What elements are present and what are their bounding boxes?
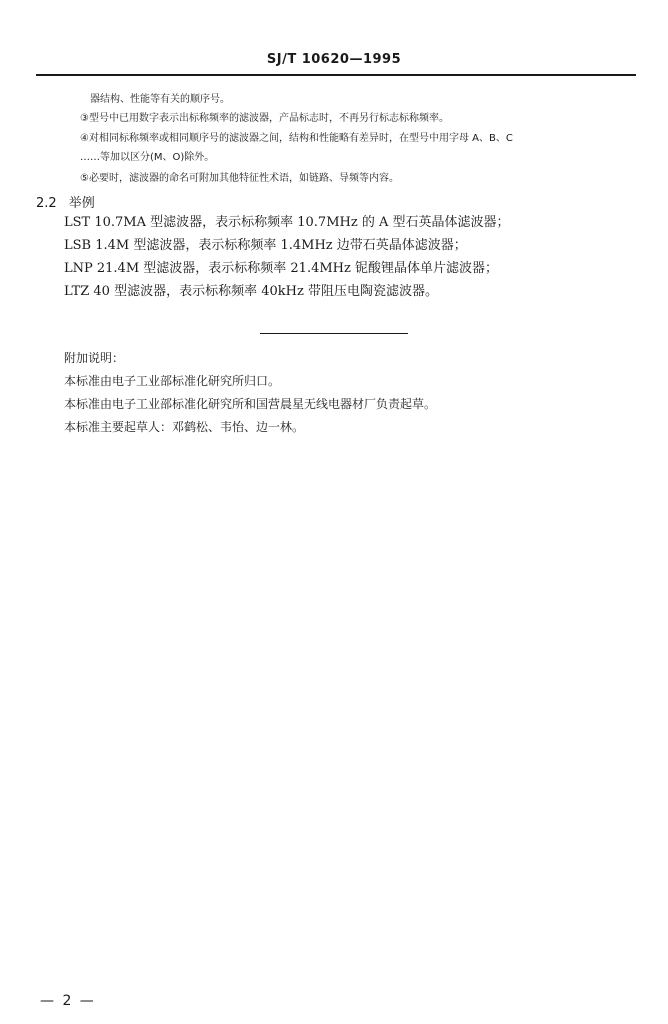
- note-line: ……等加以区分(M、O)除外。: [80, 152, 215, 163]
- additional-notes-title: 附加说明：: [64, 351, 125, 365]
- additional-note-line: 本标准由电子工业部标准化研究所和国营晨星无线电器材厂负责起草。: [64, 397, 437, 411]
- example-line: LTZ 40 型滤波器，表示标称频率 40kHz 带阻压电陶瓷滤波器。: [64, 284, 438, 299]
- additional-note-line: 本标准由电子工业部标准化研究所归口。: [64, 374, 281, 388]
- additional-note-line: 本标准主要起草人：邓鹤松、韦怡、边一林。: [64, 420, 305, 434]
- section-title: 举例: [68, 196, 95, 211]
- section-number: 2.2: [36, 196, 57, 211]
- standard-code: SJ/T 10620—1995: [266, 52, 402, 67]
- example-line: LST 10.7MA 型滤波器，表示标称频率 10.7MHz 的 A 型石英晶体滤波器；: [64, 215, 510, 230]
- note-line: ③型号中已用数字表示出标称频率的滤波器，产品标志时，不再另行标志标称频率。: [80, 113, 449, 124]
- section-divider: [260, 333, 408, 334]
- header-rule: [36, 74, 636, 76]
- example-line: LSB 1.4M 型滤波器，表示标称频率 1.4MHz 边带石英晶体滤波器；: [64, 238, 467, 253]
- example-line: LNP 21.4M 型滤波器，表示标称频率 21.4MHz 铌酸锂晶体单片滤波器；: [64, 261, 498, 276]
- page-number: — 2 —: [40, 993, 96, 1009]
- note-line: ⑤必要时，滤波器的命名可附加其他特征性术语，如链路、导频等内容。: [80, 173, 399, 184]
- note-line: 器结构、性能等有关的顺序号。: [90, 94, 230, 105]
- section-heading: [36, 192, 95, 211]
- note-line: ④对相同标称频率或相同顺序号的滤波器之间，结构和性能略有差异时，在型号中用字母 A、B、C: [80, 133, 513, 144]
